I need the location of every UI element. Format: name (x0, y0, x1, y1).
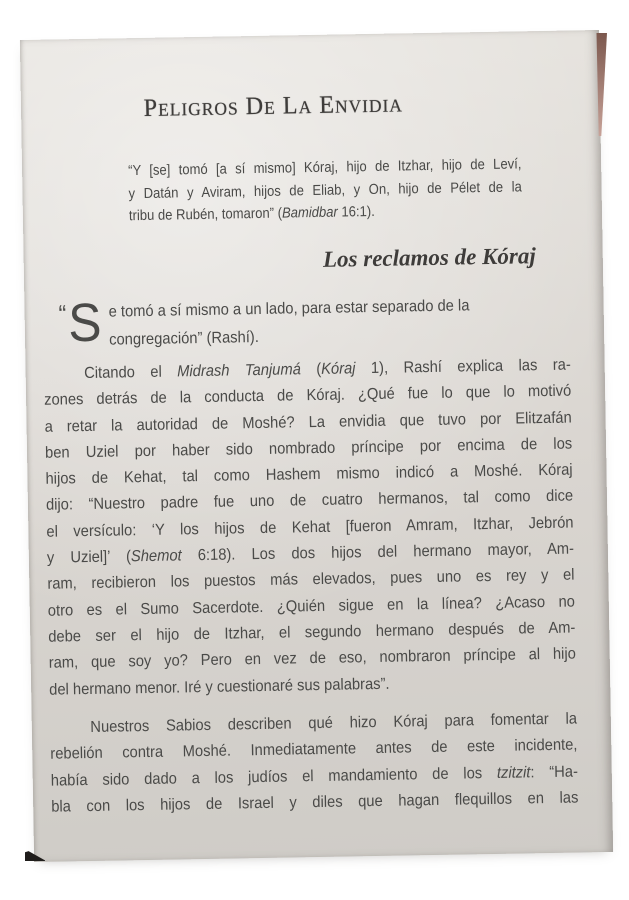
text-line: “Y [se] tomó [a sí mismo] Kóraj, hijo de Itzhar, hijo de Leví, (128, 156, 522, 180)
text-line: otro es el Sumo Sacerdote. ¿Quién sigue en la línea? ¿Acaso no (47, 593, 576, 620)
text-line: el versículo: ‘Y los hijos de Kehat [fueron Amram, Itzhar, Jebrón (46, 514, 574, 541)
text-line: y Uziel]’ (Shemot 6:18). Los dos hijos del hermano mayor, Am- (46, 540, 575, 567)
text-line: y Datán y Aviram, hijos de Eliab, y On, hijo de Pélet de la (128, 178, 522, 202)
rashi-quote-paragraph (58, 291, 560, 359)
section-heading: Los reclamos de Kóraj (322, 243, 536, 272)
text-line: zones detrás de la conducta de Kóraj. ¿Qué fue lo que lo motivó (44, 382, 572, 410)
text-line: e tomó a sí mismo a un lado, para estar separado de la (108, 297, 470, 321)
verse-quote-block (128, 153, 522, 227)
text-line: ram, que soy yo? Pero en vez de eso, nombraron príncipe al hijo (48, 645, 576, 672)
dropcap-group (58, 292, 102, 359)
open-quote-mark: “ (58, 300, 67, 329)
text-line: ben Uziel por haber sido nombrado príncipe por encima de los (44, 435, 573, 462)
paragraph-sabios-tzitzit (50, 706, 579, 820)
text-line: ram, recibieron los puestos más elevados, pues uno es rey y el (47, 566, 575, 594)
text-line: congregación” (Rashí). (108, 328, 259, 349)
text-line: tribu de Rubén, tomaron” (Bamidbar 16:1). (128, 203, 375, 225)
text-line: hijos de Kehat, tal como Hashem mismo indicó a Moshé. Kóraj (45, 461, 573, 488)
text-line: bla con los hijos de Israel y diles que hagan flequillos en las (51, 789, 579, 816)
text-line: Nuestros Sabios describen qué hizo Kóraj para fomentar la (90, 710, 578, 736)
text-line: rebelión contra Moshé. Inmediatamente antes de este incidente, (50, 736, 578, 763)
text-line: Citando el Midrash Tanjumá (Kóraj 1), Rashí explica las ra- (84, 356, 571, 383)
book-page (20, 30, 613, 862)
text-line: a retar la autoridad de Moshé? La envidia que tuvo por Elitzafán (44, 409, 572, 436)
text-line: había sido dado a los judíos el mandamiento de los tzitzit: “Ha- (50, 763, 579, 790)
paragraph-koraj-motives (43, 353, 576, 704)
text-line: dijo: “Nuestro padre fue uno de cuatro hermanos, tal como dice (45, 488, 574, 515)
text-line: del hermano menor. Iré y cuestionaré sus palabras”. (49, 675, 390, 699)
text-line: debe ser el hijo de Itzhar, el segundo hermano después de Am- (48, 619, 576, 646)
dropcap-letter: S (67, 292, 102, 354)
chapter-title: Peligros De La Envidia (143, 90, 404, 122)
